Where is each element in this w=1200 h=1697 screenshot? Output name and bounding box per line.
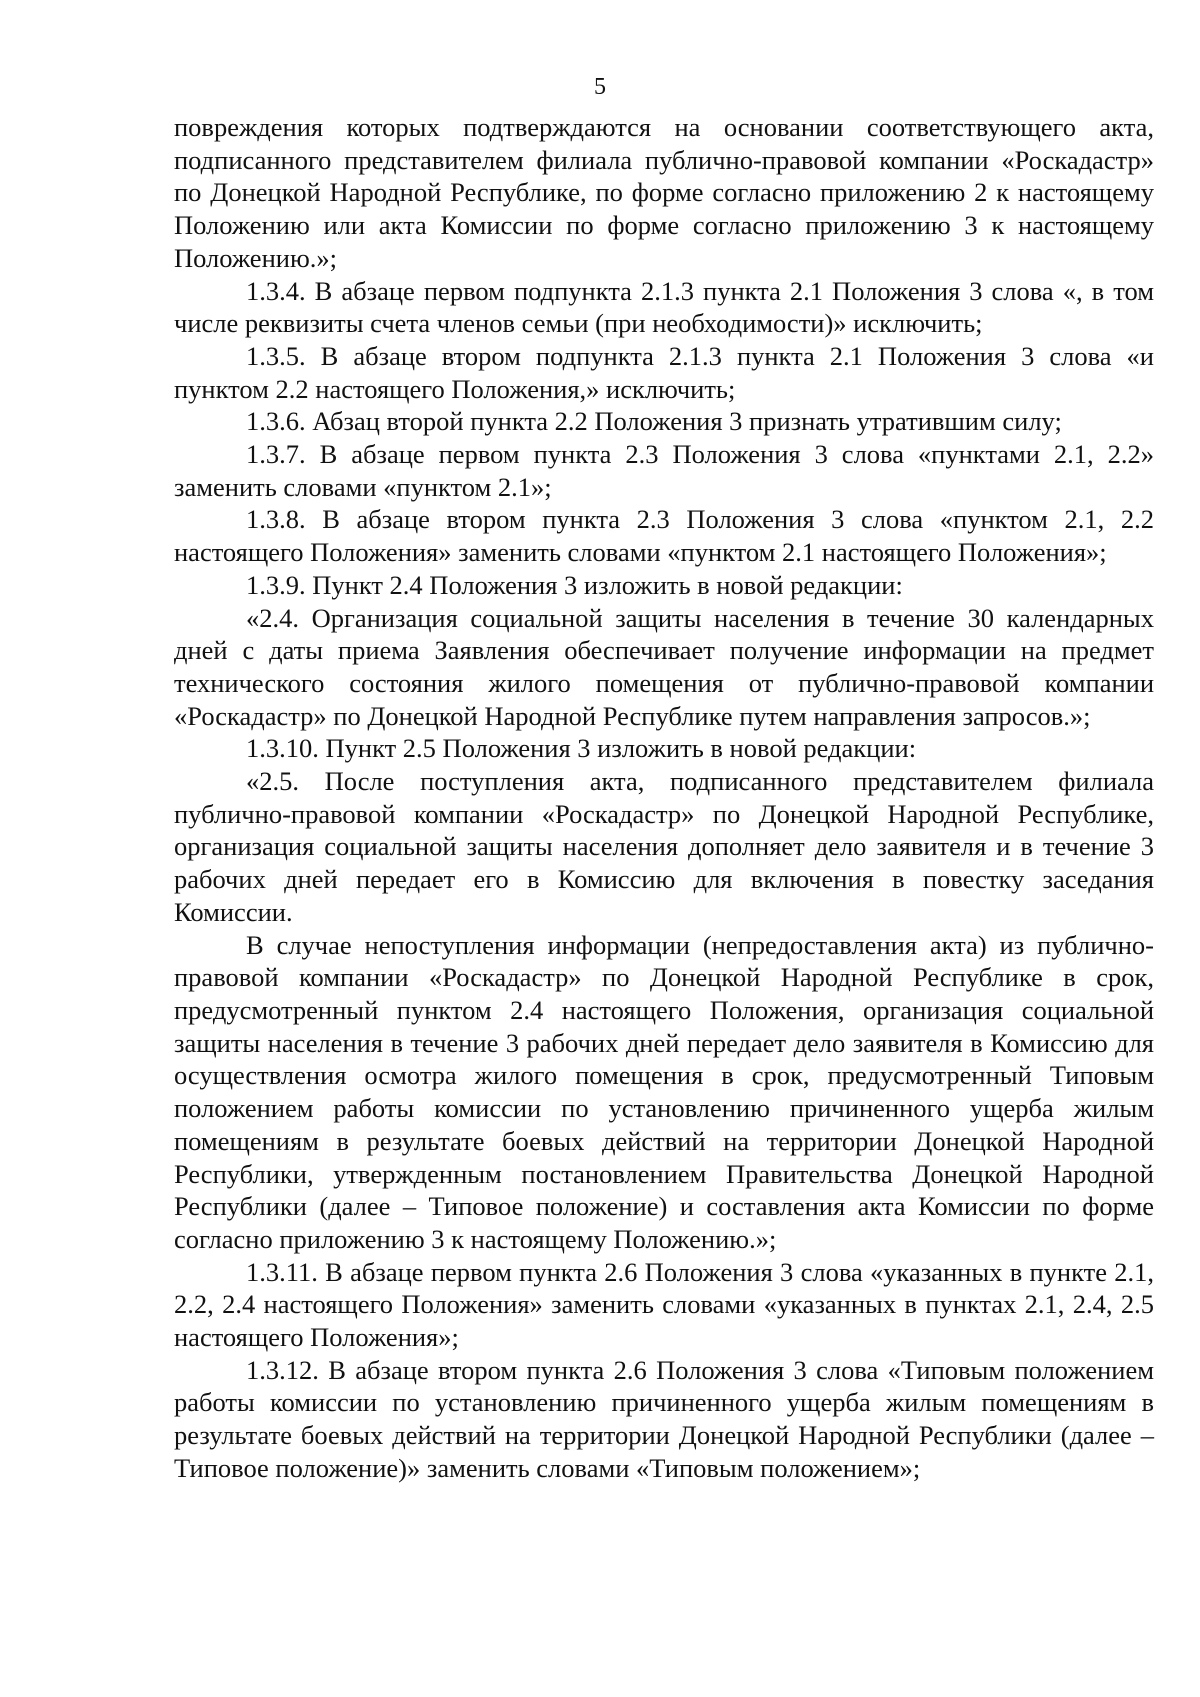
- paragraph-1-3-10: 1.3.10. Пункт 2.5 Положения 3 изложить в новой редакции:: [246, 733, 917, 764]
- paragraph-1-3-9: 1.3.9. Пункт 2.4 Положения 3 изложить в новой редакции:: [246, 569, 903, 600]
- paragraph-1-3-8: 1.3.8. В абзаце втором пункта 2.3 Положения 3 слова «пунктом 2.1, 2.2 настоящего Положения» заменить словами «пунктом 2.1 настоящего Положения»;: [174, 504, 1154, 568]
- paragraph-1-3-6: 1.3.6. Абзац второй пункта 2.2 Положения 3 признать утратившим силу;: [246, 406, 1062, 437]
- paragraph-1-3-12: 1.3.12. В абзаце втором пункта 2.6 Положения 3 слова «Типовым положением работы комиссии по установлению причиненного ущерба жилым помещениям в результате боевых действий на территории Донецкой Народной Республики (далее – Типовое положение)» заменить словами «Типовым положением»;: [174, 1354, 1154, 1483]
- paragraph-1-3-5: 1.3.5. В абзаце втором подпункта 2.1.3 пункта 2.1 Положения 3 слова «и пунктом 2.2 настоящего Положения,» исключить;: [174, 340, 1154, 404]
- paragraph-1-3-4: 1.3.4. В абзаце первом подпункта 2.1.3 пункта 2.1 Положения 3 слова «, в том числе реквизиты счета членов семьи (при необходимости)» исключить;: [174, 275, 1154, 339]
- document-body: [174, 111, 1154, 1485]
- paragraph-quoted-2-5-second: В случае непоступления информации (непредоставления акта) из публично-правовой компании «Роскадастр» по Донецкой Народной Республике в срок, предусмотренный пунктом 2.4 настоящего Положения, организация социальной защиты населения в течение 3 рабочих дней передает дело заявителя в Комиссию для осуществления осмотра жилого помещения в срок, предусмотренный Типовым положением работы комиссии по установлению причиненного ущерба жилым помещениям в результате боевых действий на территории Донецкой Народной Республики, утвержденным постановлением Правительства Донецкой Народной Республики (далее – Типовое положение) и составления акта Комиссии по форме согласно приложению 3 к настоящему Положению.»;: [174, 929, 1154, 1254]
- paragraph-1-3-7: 1.3.7. В абзаце первом пункта 2.3 Положения 3 слова «пунктами 2.1, 2.2» заменить словами «пунктом 2.1»;: [174, 439, 1154, 502]
- paragraph-1-3-11: 1.3.11. В абзаце первом пункта 2.6 Положения 3 слова «указанных в пункте 2.1, 2.2, 2.4 настоящего Положения» заменить словами «указанных в пунктах 2.1, 2.4, 2.5 настоящего Положения»;: [174, 1256, 1154, 1353]
- page-number: 5: [594, 74, 606, 100]
- paragraph-quoted-2-4: «2.4. Организация социальной защиты населения в течение 30 календарных дней с даты приема Заявления обеспечивает получение информации на предмет технического состояния жилого помещения от публично-правовой компании «Роскадастр» по Донецкой Народной Республике путем направления запросов.»;: [174, 602, 1154, 731]
- paragraph-quoted-2-5: «2.5. После поступления акта, подписанного представителем филиала публично-правовой компании «Роскадастр» по Донецкой Народной Республике, организация социальной защиты населения дополняет дело заявителя и в течение 3 рабочих дней передает его в Комиссию для включения в повестку заседания Комиссии.: [174, 766, 1154, 927]
- paragraph-continuation: повреждения которых подтверждаются на основании соответствующего акта, подписанного представителем филиала публично-правовой компании «Роскадастр» по Донецкой Народной Республике, по форме согласно приложению 2 к настоящему Положению или акта Комиссии по форме согласно приложению 3 к настоящему Положению.»;: [174, 112, 1154, 273]
